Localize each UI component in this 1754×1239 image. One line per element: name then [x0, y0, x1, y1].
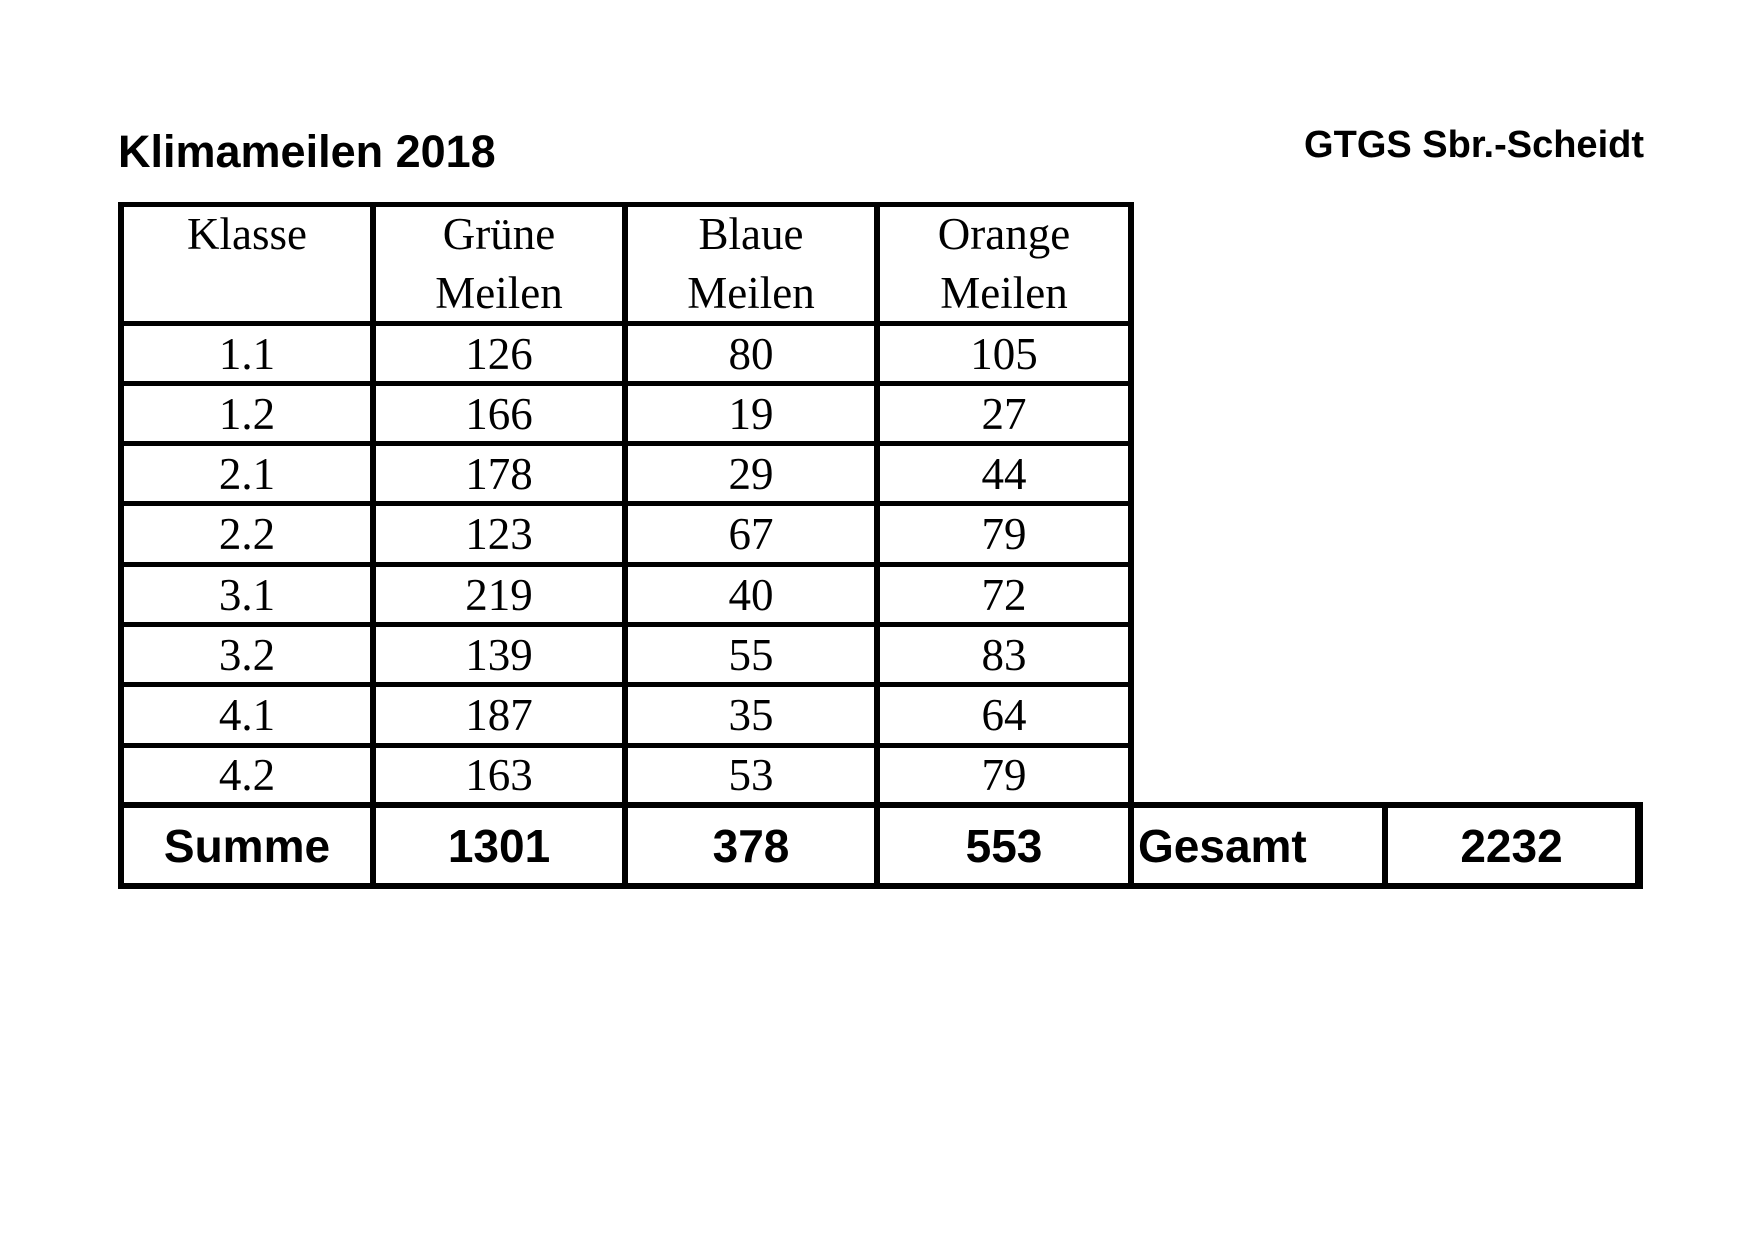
cell-orange-miles: 79 — [981, 509, 1027, 559]
cell-blue-miles: 35 — [728, 690, 774, 740]
cell-class: 4.1 — [218, 690, 276, 740]
cell-class: 3.2 — [218, 629, 276, 680]
cell-class: 1.1 — [218, 328, 276, 379]
column-header-blue-miles — [628, 205, 874, 323]
summary-label: Summe — [163, 819, 331, 872]
school-name: GTGS Sbr.-Scheidt — [1304, 124, 1644, 166]
column-header-green-miles — [376, 205, 622, 323]
table-border-bottom — [118, 883, 1643, 889]
cell-blue-miles: 19 — [728, 388, 774, 439]
cell-green-miles: 163 — [465, 750, 533, 800]
cell-blue-miles: 53 — [728, 750, 774, 800]
grand-total-label: Gesamt — [1138, 819, 1307, 872]
cell-blue-miles: 67 — [728, 509, 774, 559]
summary-border-right — [1635, 802, 1643, 889]
cell-green-miles: 178 — [465, 448, 533, 499]
cell-green-miles: 123 — [465, 509, 533, 559]
cell-green-miles: 166 — [465, 388, 533, 439]
cell-orange-miles: 44 — [981, 448, 1027, 499]
cell-orange-miles: 27 — [981, 388, 1027, 439]
column-header-line: Grüne — [442, 209, 556, 259]
column-header-orange-miles — [880, 205, 1128, 323]
cell-green-miles: 219 — [465, 569, 533, 620]
cell-orange-miles: 105 — [970, 328, 1038, 379]
column-header-class — [124, 205, 370, 323]
column-header-line: Meilen — [687, 268, 815, 318]
cell-class: 1.2 — [218, 388, 276, 439]
summary-blue-miles: 378 — [712, 819, 790, 872]
column-header-line: Orange — [937, 209, 1071, 259]
cell-green-miles: 187 — [465, 690, 533, 740]
cell-blue-miles: 55 — [728, 629, 774, 680]
cell-green-miles: 126 — [465, 328, 533, 379]
column-header-line: Blaue — [698, 209, 804, 259]
document-title: Klimameilen 2018 — [118, 126, 496, 177]
column-header-line: Klasse — [187, 209, 307, 259]
cell-class: 2.2 — [218, 509, 276, 559]
cell-class: 2.1 — [218, 448, 276, 499]
cell-orange-miles: 83 — [981, 629, 1027, 680]
cell-orange-miles: 79 — [981, 750, 1027, 800]
cell-blue-miles: 29 — [728, 448, 774, 499]
cell-blue-miles: 80 — [728, 328, 774, 379]
column-header-line: Meilen — [435, 268, 563, 318]
cell-orange-miles: 72 — [981, 569, 1027, 620]
cell-class: 3.1 — [218, 569, 276, 620]
cell-orange-miles: 64 — [981, 690, 1027, 740]
table-column-rule — [1128, 202, 1134, 889]
column-header-line: Meilen — [940, 268, 1068, 318]
grand-total-value: 2232 — [1460, 819, 1563, 872]
summary-orange-miles: 553 — [965, 819, 1043, 872]
summary-green-miles: 1301 — [447, 819, 551, 872]
cell-class: 4.2 — [218, 750, 276, 800]
cell-green-miles: 139 — [465, 629, 533, 680]
cell-blue-miles: 40 — [728, 569, 774, 620]
